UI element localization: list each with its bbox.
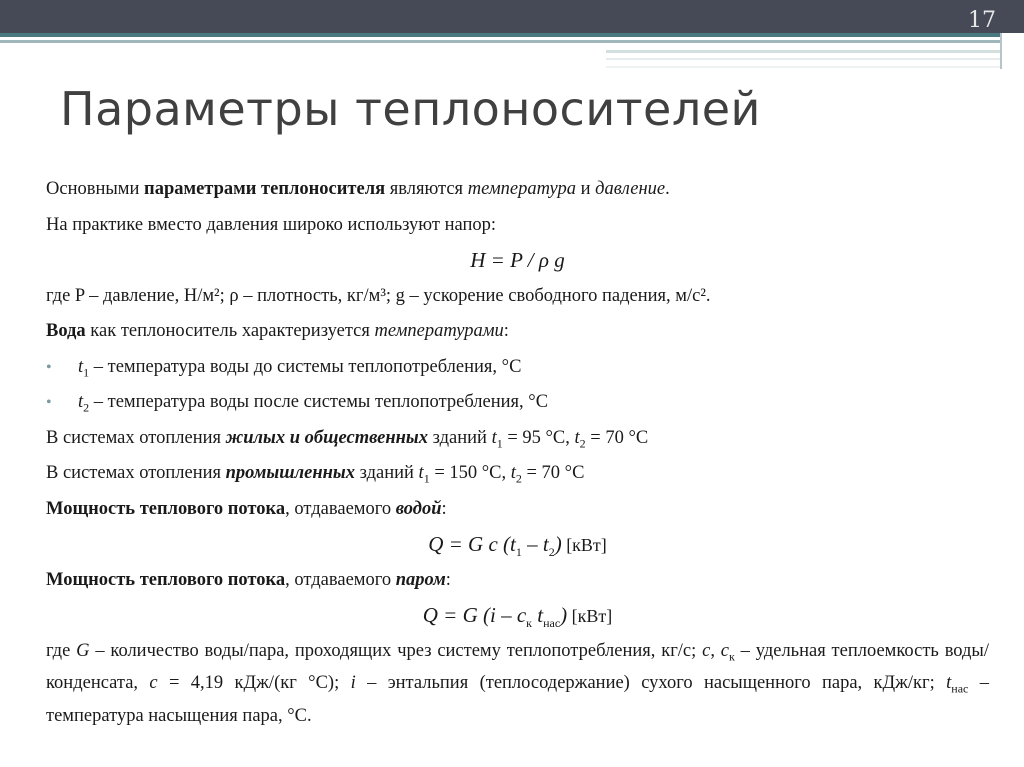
text: – количество воды/пара, проходящих чрез систему теплопотребления, кг/с; — [89, 640, 703, 661]
bullet-item — [46, 385, 989, 421]
formula-text: t — [531, 603, 544, 627]
text: , отдаваемого — [285, 498, 396, 519]
formula-text: Q = G (i – c — [422, 603, 527, 627]
divider-line — [1000, 33, 1002, 69]
text: Основными — [46, 179, 145, 199]
text: зданий — [428, 427, 492, 448]
intro-line — [46, 172, 989, 208]
industrial-line — [46, 456, 989, 492]
water-power-line — [46, 492, 989, 528]
formula-text: Q = G c (t — [428, 532, 516, 556]
subscript: 1 — [423, 471, 430, 486]
accent-stripe — [606, 66, 1000, 68]
accent-stripe — [606, 50, 1000, 53]
text: , отдаваемого — [285, 569, 396, 590]
text: и — [575, 179, 596, 199]
variable: t — [78, 356, 84, 377]
legend-paragraph — [46, 638, 989, 730]
text: как теплоноситель характеризуется — [85, 321, 375, 341]
subscript: к — [526, 616, 532, 631]
steam-formula — [46, 598, 989, 634]
text: являются — [385, 179, 468, 199]
variable: t — [491, 427, 497, 448]
text: В системах отопления — [46, 463, 226, 483]
text: = 4,19 кДж/(кг °С); — [157, 673, 351, 694]
subscript: 1 — [515, 545, 522, 560]
text: зданий — [354, 463, 419, 483]
unit: [кВт] — [561, 535, 607, 555]
formula-text: – t — [521, 532, 549, 556]
bullet-icon: • — [46, 394, 52, 411]
text: температура — [467, 179, 576, 199]
text: В системах отопления — [46, 427, 226, 448]
subscript: нас — [951, 681, 969, 696]
text: паром — [395, 569, 446, 590]
subscript: 1 — [496, 436, 503, 451]
text: – энтальпия (теплосодержание) сухого насыщенного пара, кДж/кг; — [355, 673, 947, 694]
text: , — [710, 640, 721, 661]
slide-number: 17 — [968, 8, 996, 33]
text: : — [441, 498, 447, 519]
text: – удельная теплоемкость воды/конденсата, — [46, 640, 989, 694]
text: = 150 °С, — [429, 463, 511, 483]
text: – температура насыщения пара, °С. — [46, 673, 989, 726]
variable: t — [510, 463, 516, 483]
text: жилых и общественных — [225, 427, 429, 448]
subscript: 2 — [83, 400, 90, 415]
unit: [кВт] — [567, 606, 613, 626]
accent-stripe — [606, 58, 1000, 60]
text: : — [445, 569, 451, 590]
text: : — [503, 321, 509, 341]
variable: t — [418, 463, 424, 483]
text: Вода — [46, 321, 86, 341]
water-formula — [46, 527, 989, 563]
subscript: 2 — [548, 545, 555, 560]
water-line — [46, 314, 989, 350]
variable: t — [946, 673, 952, 694]
variable: G — [76, 640, 90, 661]
text: – температура воды до системы теплопотребления, °С — [89, 356, 522, 377]
text: Мощность теплового потока — [46, 498, 286, 519]
text: водой — [395, 498, 442, 519]
formula-text: ) — [554, 532, 562, 556]
text: давление — [595, 179, 666, 199]
accent-stripe — [0, 40, 1000, 43]
text: = 70 °С — [585, 427, 649, 448]
subscript: 2 — [515, 471, 522, 486]
steam-power-line — [46, 563, 989, 599]
slide-title: Параметры теплоносителей — [60, 82, 761, 136]
text: Мощность теплового потока — [46, 569, 286, 590]
text: = 95 °С, — [502, 427, 575, 448]
text: . — [665, 179, 670, 199]
text: температурами — [374, 321, 504, 341]
text: промышленных — [225, 463, 355, 483]
variable: с — [149, 673, 158, 694]
text: = 70 °С — [521, 463, 585, 483]
variable: t — [78, 392, 84, 412]
bullet-item — [46, 350, 989, 386]
subscript: 1 — [83, 365, 90, 380]
text: где — [46, 640, 77, 661]
definitions-line: где P – давление, Н/м²; ρ – плотность, кг/м³; g – ускорение свободного падения, м/с². — [46, 285, 711, 306]
bullet-icon: • — [46, 358, 52, 376]
variable: i — [350, 673, 356, 694]
variable: с — [720, 640, 729, 661]
subscript: к — [729, 649, 735, 664]
subscript: 2 — [579, 436, 586, 451]
text: параметрами теплоносителя — [144, 179, 386, 199]
practice-line: На практике вместо давления широко используют напор: — [46, 214, 496, 235]
variable: с — [702, 640, 711, 661]
top-bar — [0, 0, 1024, 33]
text: – температура воды после системы теплопотребления, °С — [89, 392, 549, 412]
subscript: нас — [543, 616, 561, 631]
residential-line — [46, 421, 989, 457]
head-formula — [46, 243, 989, 279]
variable: t — [574, 427, 580, 448]
formula-text: H = P / ρ g — [470, 248, 565, 272]
accent-stripe — [0, 33, 1000, 37]
slide-content — [46, 172, 989, 730]
formula-text: ) — [560, 603, 568, 627]
